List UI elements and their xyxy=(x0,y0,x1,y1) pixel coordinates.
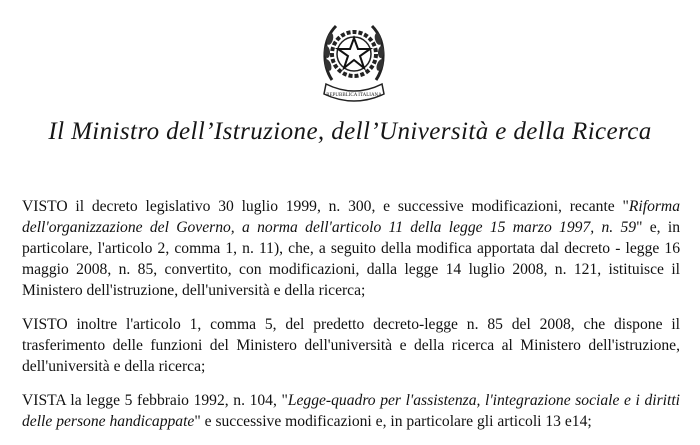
paragraph-text: " e, in particolare, l'articolo 2, comma 1, n. 11), che, a seguito della modifica apportata dal decreto - legge 16 maggio 2008, n. 85, convertito, con modificazioni, dalla legge 14 luglio 2008, n. 121, istituisce il Ministero dell'istruzione, dell'università e della ricerca; xyxy=(22,219,680,299)
law-title-italic: Riforma dell'organizzazione del Governo, a norma dell'articolo 11 della legge 15 marzo 1997, n. 59 xyxy=(22,198,680,236)
decree-paragraph xyxy=(22,196,680,301)
law-title-italic: Legge-quadro per l'assistenza, l'integrazione sociale e i diritti delle persone handicappate xyxy=(22,392,680,430)
paragraph-text: VISTO il decreto legislativo 30 luglio 1999, n. 300, e successive modificazioni, recante " xyxy=(22,198,629,215)
paragraph-text: VISTO inoltre l'articolo 1, comma 5, del predetto decreto-legge n. 85 del 2008, che dispone il trasferimento delle funzioni del Ministero dell'università e della ricerca al Ministero dell'istruzione, dell'università e della ricerca; xyxy=(22,316,680,375)
emblem-banner-text: REPUBBLICA ITALIANA xyxy=(326,93,382,98)
decree-paragraph xyxy=(22,314,680,377)
italian-republic-emblem-icon xyxy=(318,10,390,110)
ministry-title: Il Ministro dell’Istruzione, dell’Università e della Ricerca xyxy=(48,118,652,145)
decree-body xyxy=(22,196,680,445)
paragraph-text: VISTA la legge 5 febbraio 1992, n. 104, " xyxy=(22,392,288,409)
paragraph-text: " e successive modificazioni e, in particolare gli articoli 13 e14; xyxy=(194,413,592,430)
